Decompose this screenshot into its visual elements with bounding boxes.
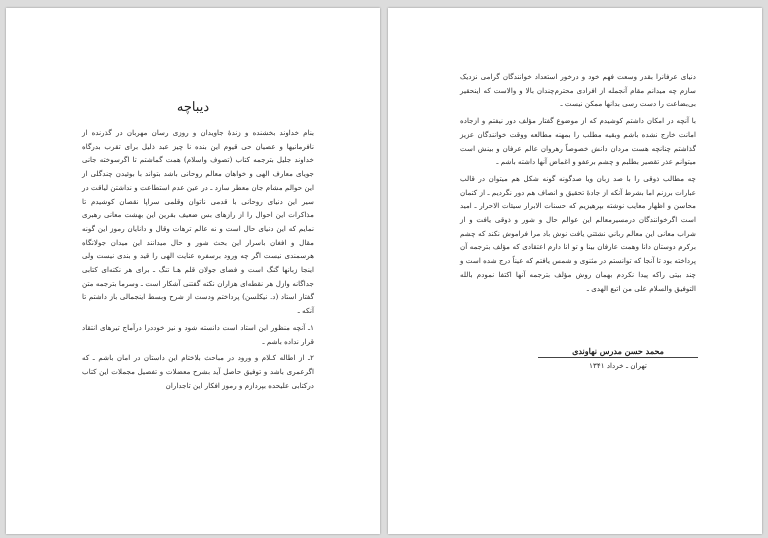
paragraph: دنیای عرفانرا بقدر وسعت فهم خود و درخور استعداد خوانندگان گرامی نزدیک سازم چه میدانم مقام آنجمله از افرادی محترم‌چندان بالا و والاست که اینحقیر بی‌بضاعت را دست رسی بدانها ممکن نیست ـ xyxy=(460,72,696,109)
left-page xyxy=(6,8,380,534)
right-body-text xyxy=(460,70,696,298)
signature-date: تهران ـ خرداد ۱۳۴۱ xyxy=(589,361,647,370)
page-title: دیباچه xyxy=(176,100,210,115)
signature-name: محمد حسن مدرس نهاوندی xyxy=(538,346,698,358)
signature-block xyxy=(538,346,698,370)
paragraph: با آنچه در امکان داشتم کوشیدم که از موضوع گفتار مؤلف دور نیفتم و ازجاده امانت خارج نشده باشم وبقیه مطلب را بمهنه مطالعه ووقت خوانندگان عزیز گذاشتم چنانچه هست مردان دانش خصوصاً رهروان عالم عرفان و بینش است میتوانم عذر تقصیر بطلبم و چشم برعفو و اغماض آنها داشته باشم ـ xyxy=(460,116,696,167)
left-body-text xyxy=(82,126,314,395)
paragraph: ۱ـ آنچه منظور این استاد است دانسته شود و نیز خوددرا درآماج تیرهای انتقاد قرار نداده باشم ـ xyxy=(82,322,314,346)
right-page xyxy=(388,8,762,534)
paragraph: بنام خداوند بخشنده و زندهٔ جاویدان و روزی رسان مهربان در گذرنده از نافرمانیها و عصیان حی قیوم این بنده نا چیز عبد ذلیل برای تقرب بدرگاه خداوند جلیل بترجمه کتاب (تصوف واسلام) همت گماشتم تا اگرسوخته جانی جویای معارف الهی و خواهان معالم روحانی باشد بتواند با بوئیدن چندگلی از این حوالم مشام جان معطر سازد ـ در عین عدم استطاعت و نداشتن لیاقت در سیر این دنیای روحانی با قدمی ناتوان وقلمی سراپا نقصان کوشیدم تا مذاکرات این احوال را از رازهای بس ضعیف بقرین این بهشت معانی رهبری نمایم که این دنیای حال است و نه عالم ترهات وقال و دانایان رموز این گونه مقال و افغان باسرار این بحث شور و حال میدانند این میدان جولانگاه هرسمندی نیست اگر چه ورود برسفره عنایت الهی را قید و بندی نیست ولی اینجا زبانها گنگ است و فضای جولان قلم هـا تنگ ـ برای هر نکته‌ای کتابی جداگانه وازل هر نقطه‌ای هزاران نکته گفتنی آشکار است ـ وسرما بترجمه متن گفتار استاد (د. نیکلسن) پرداختم ودست از شرح وبسط اینجمالی باز داشتم تا آنکه ـ xyxy=(82,128,314,316)
paragraph: ۲ـ از اطاله کـلام و ورود در مباحث بلاختام این داستان در امان باشم ـ که اگرعمری باشد و توفیق حاصل آید بشرح معضلات و تفصیل مجملات این کتاب درکتابی علیحده بپردازم و رموز افکار این تاجداران xyxy=(82,353,314,390)
paragraph: چه مطالب ذوقی را با صد زبان ویا صدگونه گونه شکل هم میتوان در قالب عبارات برزنم اما بشرط آنکه از جادهٔ تحقیق و انصاف هم دور نگردیم ـ از کتمان محاسن و اظهار معایب نوشته بپرهیزیم که حسنات الابرار سیئات الاحرار ـ امید است اگرخوانندگان درمسیرمعالم این عوالم حال و شور و ذوقی یافت و از شراب معانی این معالم رباني نشئتي يافت نوش باد مرا فراموش نکند که چشم برکرم دوستان دانا وهمت عارفان بینا و تو انا دارم اعتقادی که مؤلف بترجمه آن پرداخته بود تا آنجا که توانستم در مثنوی و شمس یافتم که عیناً درج شده است و چند بیتی راکه پیدا نکردم بهمان روش مؤلف بترجمه آنها اکتفا نمودم بالله التوفيق والسلام على من اتبع الهدى ـ xyxy=(460,173,696,293)
